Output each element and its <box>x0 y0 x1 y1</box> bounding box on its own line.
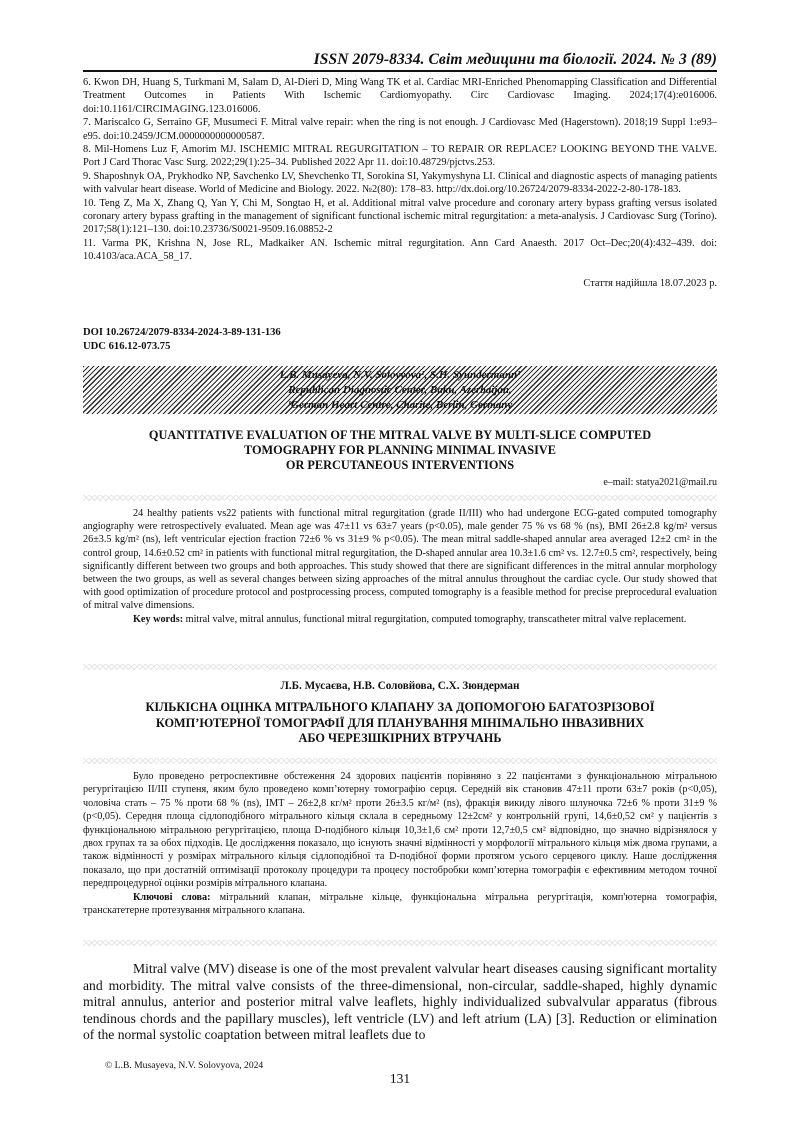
section-divider <box>83 940 717 946</box>
contact-email: e–mail: statya2021@mail.ru <box>603 477 717 488</box>
article-identifiers <box>83 326 281 354</box>
keywords-ua <box>83 891 717 918</box>
keywords-label: Ключові слова: <box>133 891 211 903</box>
reference-item: 8. Mil-Homens Luz F, Amorim MJ. ISCHEMIC MITRAL REGURGITATION – TO REPAIR OR REPLACE? LOOKING BEYOND THE VALVE. Port J Card Thorac Vasc Surg. 2022;29(1):25–34. Published 2022 Apr 11. doi:10.48729/pjctvs.253. <box>83 144 717 169</box>
keywords-label: Key words: <box>133 613 184 625</box>
abstract-en-text: 24 healthy patients vs22 patients with functional mitral regurgitation (grade II/III) who had undergone ECG-gated computed tomography angiography were retrospectively evaluated. Mean age was 47±11 vs 63±7 years (p<0.05), male gender 75 % vs 68 % (ns), BMI 26±2.8 kg/m² versus 26±3.5 kg/m² (ns), left ventricular ejection fraction 72±6 % vs 31±9 % p<0.05). The mean mitral saddle-shaped annular area averaged 12±2 cm² in the control group, 14.6±0.52 cm² in patients with functional mitral regurgitation, the D-shaped annular area 10.3±1.6 cm² vs. 12.7±0.5 cm², respectively, being significantly different between two groups and both approaches. This study showed that there are significant differences in the mitral annular morphology between the two groups, as well as several changes between sizing approaches of the mitral annulus throughout the cardiac cycle. Our study showed that with good optimization of procedure protocol and postprocessing process, computed tomography is a feasible method for precise preprocedural evaluation of mitral valve dimensions. <box>83 508 717 612</box>
title-ua-line: КІЛЬКІСНА ОЦІНКА МІТРАЛЬНОГО КЛАПАНУ ЗА ДОПОМОГОЮ БАГАТОЗРІЗОВОЇ <box>145 700 655 714</box>
abstract-ua <box>83 770 717 917</box>
reference-item: 11. Varma PK, Krishna N, Jose RL, Madkaiker AN. Ischemic mitral regurgitation. Ann Card Anaesth. 2017 Oct–Dec;20(4):432–439. doi: 10.4103/aca.ACA_58_17. <box>83 237 717 263</box>
title-en-line: OR PERCUTANEOUS INTERVENTIONS <box>285 458 515 472</box>
abstract-en <box>83 507 717 626</box>
reference-item: 10. Teng Z, Ma X, Zhang Q, Yan Y, Chi M, Songtao H, et al. Additional mitral valve procedure and coronary artery bypass grafting versus isolated coronary artery bypass grafting in the management of significant functional ischemic mitral regurgitation: a meta-analysis. J Cardiovasc Surg (Torino). 2017;58(1):121–130. doi:10.23736/S0021-9509.16.08852-2 <box>83 197 717 236</box>
received-note: Стаття надійшла 18.07.2023 р. <box>583 278 717 289</box>
keywords-text: мітральний клапан, мітральне кільце, функціональна мітральна регургітація, комп'ютерна томографія, транскатетерне протезування мітрального клапана. <box>83 891 718 917</box>
doi-line: DOI 10.26724/2079-8334-2024-3-89-131-136 <box>83 327 281 338</box>
section-divider <box>83 495 717 501</box>
title-ua-line: КОМП’ЮТЕРНОЇ ТОМОГРАФІЇ ДЛЯ ПЛАНУВАННЯ МІНІМАЛЬНО ІНВАЗИВНИХ <box>155 715 645 730</box>
page-number: 131 <box>389 1071 411 1086</box>
authors-banner <box>83 366 717 414</box>
article-title-ua <box>83 700 717 747</box>
reference-item: 7. Mariscalco G, Serraino GF, Musumeci F. Mitral valve repair: when the ring is not enough. J Cardiovasc Med (Hagerstown). 2018;19 Suppl 1:e93–e95. doi:10.2459/JCM.0000000000000587. <box>83 117 717 142</box>
authors-ua: Л.Б. Мусаєва, Н.В. Соловйова, С.Х. Зюндерман <box>280 680 520 692</box>
article-body <box>83 961 717 1044</box>
affiliation-1: Republican Diagnostic Center, Baku, Azerbaijan, <box>288 384 512 396</box>
article-title-en <box>83 428 717 473</box>
title-ua-line: АБО ЧЕРЕЗШКІРНИХ ВТРУЧАНЬ <box>298 731 502 745</box>
header-rule <box>83 70 717 72</box>
copyright-notice: © L.B. Musayeva, N.V. Solovyova, 2024 <box>105 1060 264 1071</box>
udc-line: UDC 616.12-073.75 <box>83 341 171 352</box>
body-paragraph: Mitral valve (MV) disease is one of the most prevalent valvular heart diseases causing significant mortality and morbidity. The mitral valve consists of the three-dimensional, non-circular, saddle-shaped, highly dynamic mitral annulus, anterior and posterior mitral valve leaflets, highly individualized subvalvular apparatus (fibrous tendinous chords and the papillary muscles), left ventricle (LV) and left atrium (LA) [3]. Reduction or elimination of the normal systolic coaptation between mitral leaflets due to <box>83 961 717 1043</box>
title-en-line: QUANTITATIVE EVALUATION OF THE MITRAL VALVE BY MULTI-SLICE COMPUTED <box>148 428 652 442</box>
reference-list <box>83 76 717 264</box>
section-divider <box>83 664 717 670</box>
abstract-ua-text: Було проведено ретроспективне обстеження 24 здорових пацієнтів порівняно з 22 пацієнтами з функціональною мітральною регургітацією II/III ступеня, яким було проведено комп’ютерну томографію серця. Середній вік становив 47±11 проти 63±7 років (p<0,05), чоловіча стать – 75 % проти 68 % (ns), ІМТ – 26±2,8 кг/м² проти 26±3.5 кг/м² (ns), фракція викиду лівого шлуночка 72±6 % проти 31±9 % (p<0,05). Середня площа сідлоподібного мітрального кільця склала в середньому 12±2см² у контрольній групі, 14,6±0,52 см² у пацієнтів з функціональною мітральною регургітацією, площа D-подібного кільця 10,3±1,6 см² проти 12,7±0,5 см² відповідно, що значно відрізнялося у двох групах та за обох підходів. Це дослідження показало, що існують значні відмінності у морфології мітрального кільця між двома групами, а також відмінності у розмірах мітрального кільця сідлоподібної та D-подібної форми протягом усього серцевого циклу. Наше дослідження показало, що при достатній оптимізації протоколу процедури та процесу постобробки комп’ютерна томографія є ефективним методом точної передпроцедурної оцінки розмірів мітрального клапана. <box>83 771 717 890</box>
authors-en: L.B. Musayeva, N.V. Solovyova¹, S.H. Syundermann¹ <box>279 369 521 381</box>
keywords-en <box>83 613 717 626</box>
keywords-text: mitral valve, mitral annulus, functional mitral regurgitation, computed tomography, transcatheter mitral valve replacement. <box>183 613 687 625</box>
reference-item: 9. Shaposhnyk OA, Prykhodko NP, Savchenko LV, Shevchenko TI, Sorokina SI, Yakymyshyna LI. Clinical and diagnostic aspects of managing patients with valvular heart disease. World of Medicine and Biology. 2022. №2(80): 178–83. http://dx.doi.org/10.26724/2079-8334-2022-2-80-178-183. <box>83 170 717 196</box>
affiliation-2: ¹German Heart Centre, Charite, Berlin, Germany <box>287 399 513 411</box>
section-divider <box>83 758 717 764</box>
journal-header: ISSN 2079-8334. Світ медицини та біології. 2024. № 3 (89) <box>313 51 717 68</box>
title-en-line: TOMOGRAPHY FOR PLANNING MINIMAL INVASIVE <box>244 443 556 457</box>
reference-item: 6. Kwon DH, Huang S, Turkmani M, Salam D, Al-Dieri D, Ming Wang TK et al. Cardiac MRI-Enriched Phenomapping Classification and Differential Treatment Outcomes in Patients With Ischemic Cardiomyopathy. Circ Cardiovasc Imaging. 2024;17(4):e016006. doi:10.1161/CIRCIMAGING.123.016006. <box>83 77 717 115</box>
